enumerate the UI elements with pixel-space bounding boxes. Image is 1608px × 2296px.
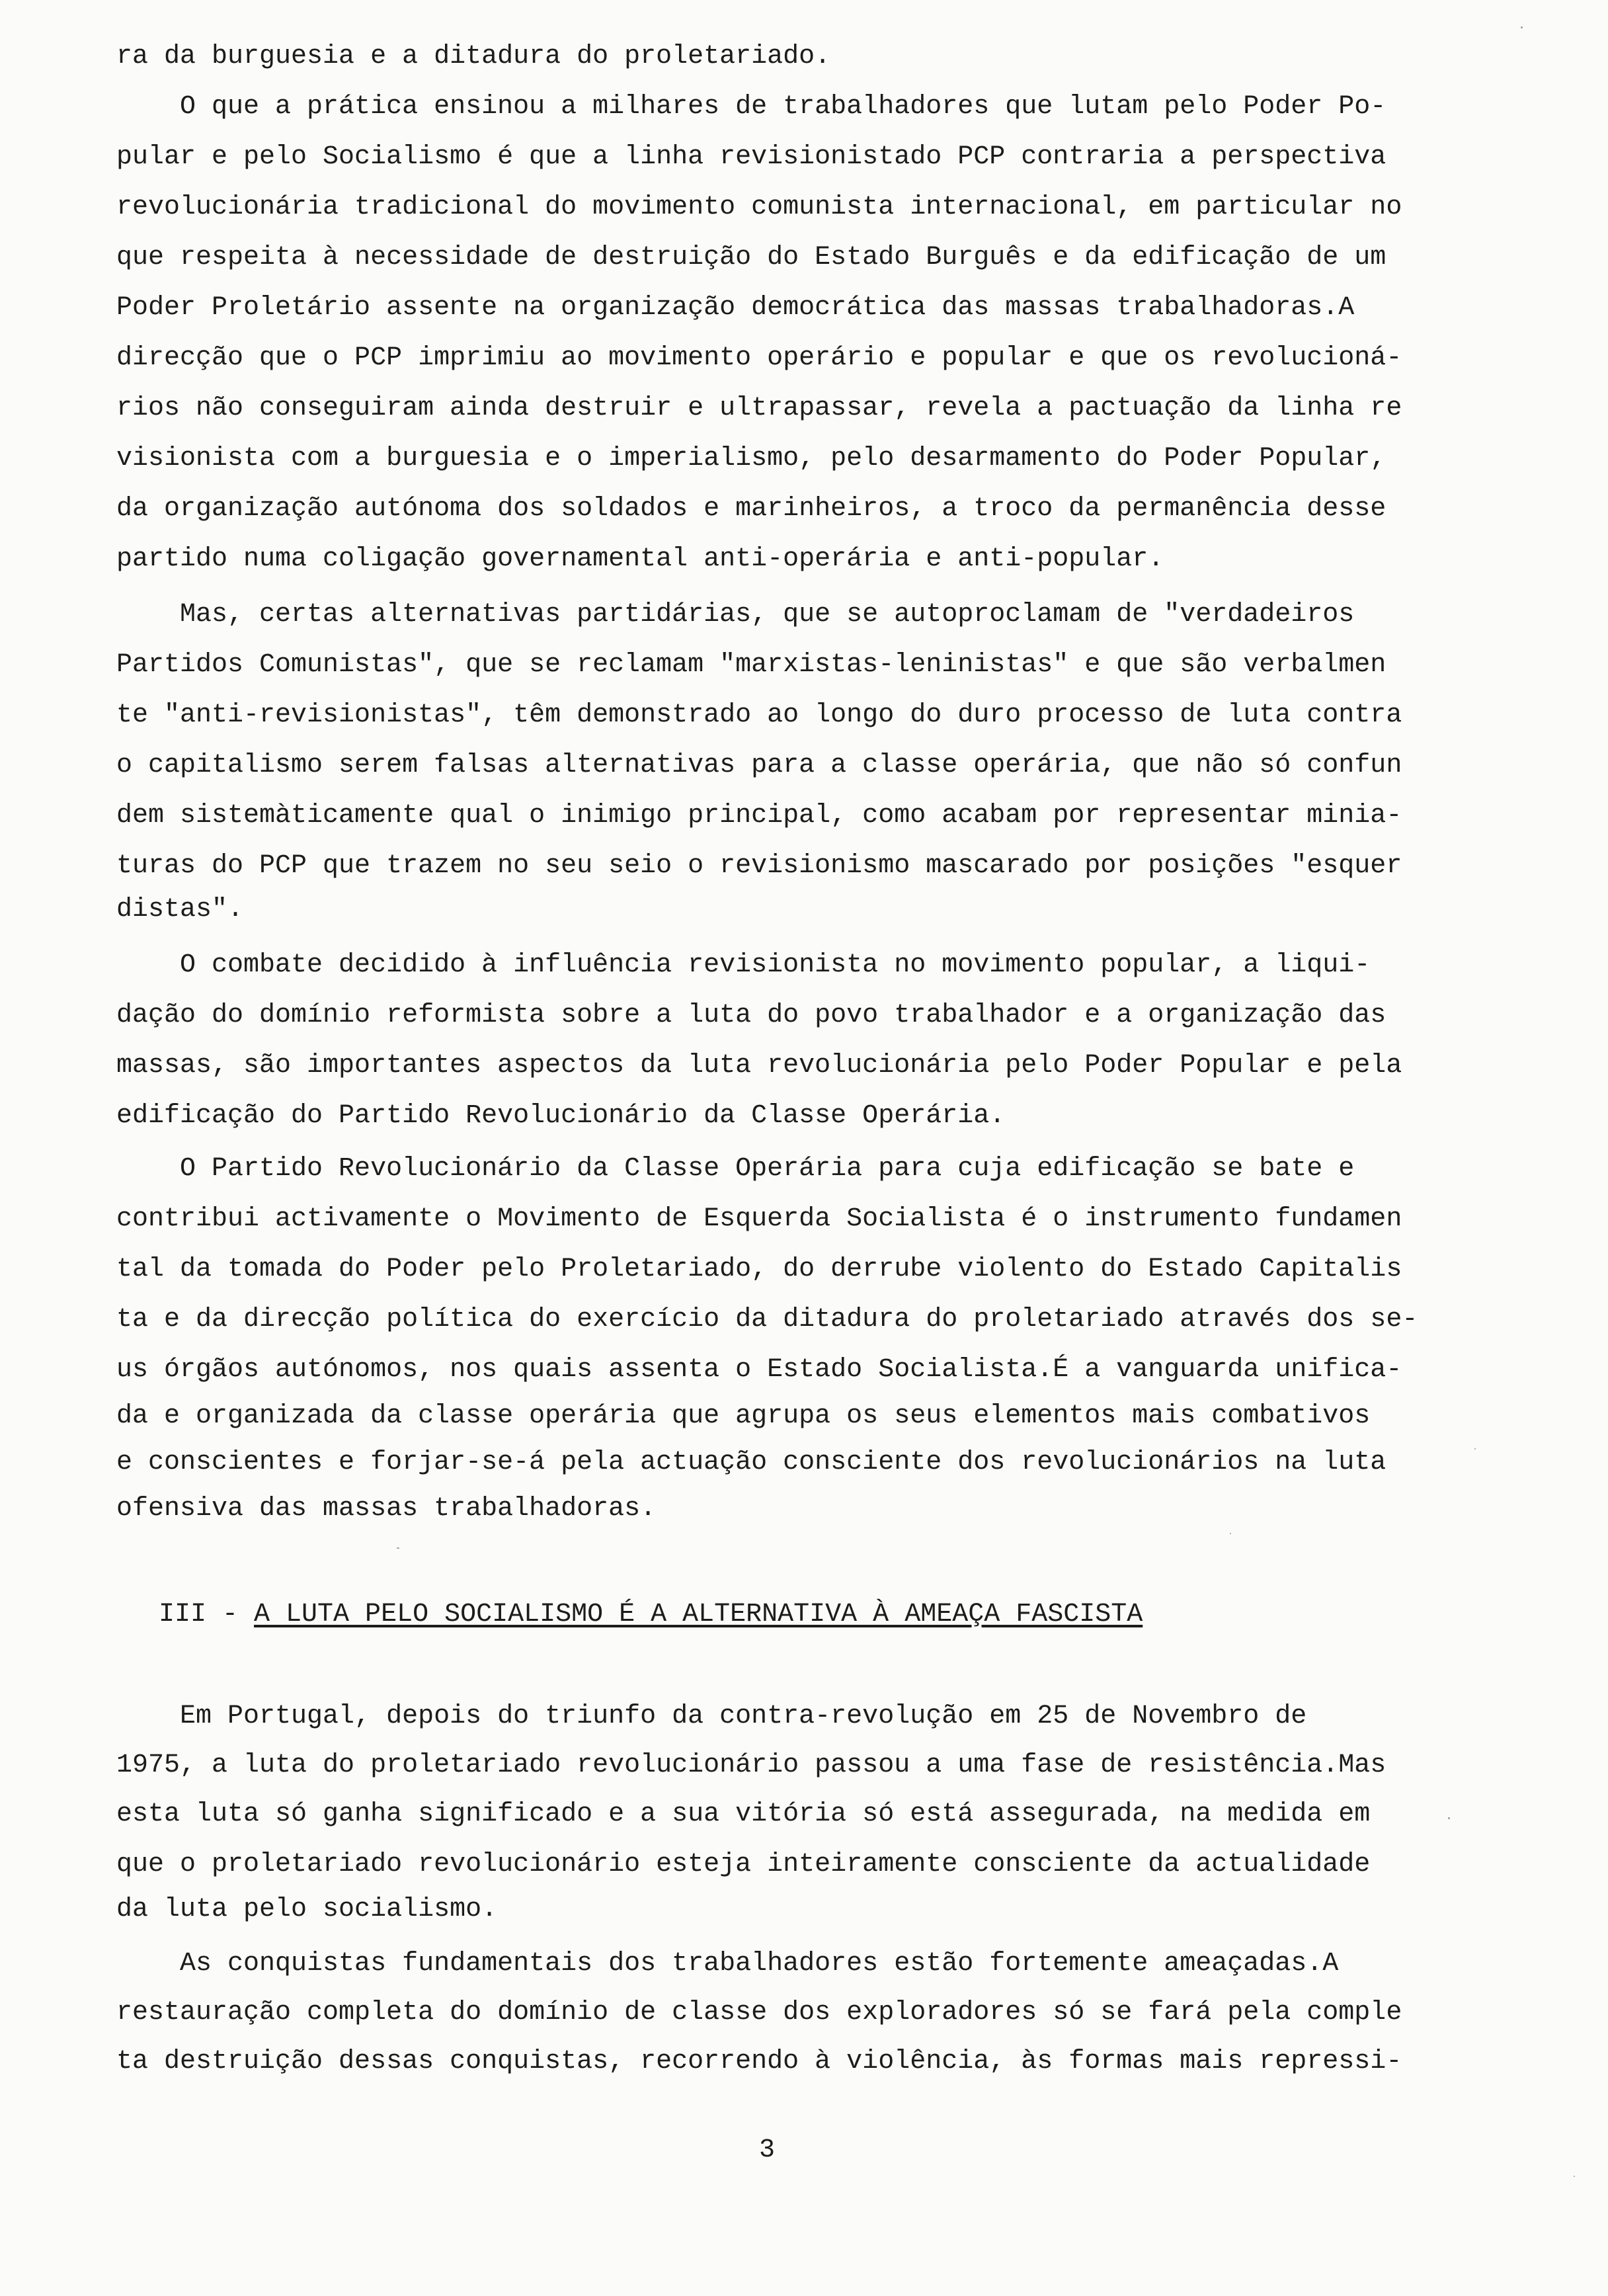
text-line: turas do PCP que trazem no seu seio o revisionismo mascarado por posições "esquer [116,851,1402,881]
text-line: pular e pelo Socialismo é que a linha revisionistado PCP contraria a perspectiva [116,142,1387,172]
text-line: us órgãos autónomos, nos quais assenta o Estado Socialista.É a vanguarda unifica- [116,1355,1402,1385]
text-line: Mas, certas alternativas partidárias, que se autoproclamam de "verdadeiros [116,600,1355,630]
text-line: esta luta só ganha significado e a sua vitória só está assegurada, na medida em [116,1799,1371,1829]
section-number: III - [159,1600,255,1629]
text-line: revolucionária tradicional do movimento comunista internacional, em particular no [116,192,1402,222]
text-line: rios não conseguiram ainda destruir e ultrapassar, revela a pactuação da linha re [116,393,1402,423]
text-line: que respeita à necessidade de destruição do Estado Burguês e da edificação de um [116,243,1387,272]
text-line: que o proletariado revolucionário esteja inteiramente consciente da actualidade [116,1850,1371,1879]
text-line: Poder Proletário assente na organização democrática das massas trabalhadoras.A [116,293,1355,323]
text-line: ofensiva das massas trabalhadoras. [116,1494,657,1524]
text-line: da luta pelo socialismo. [116,1895,498,1924]
text-line: e conscientes e forjar-se-á pela actuação consciente dos revolucionários na luta [116,1448,1387,1477]
text-line: direcção que o PCP imprimiu ao movimento operário e popular e que os revolucioná- [116,343,1402,373]
text-line: Partidos Comunistas", que se reclamam "marxistas-leninistas" e que são verbalmen [116,650,1387,680]
text-line: ta e da direcção política do exercício da ditadura do proletariado através dos se- [116,1305,1418,1334]
text-line: O Partido Revolucionário da Classe Operária para cuja edificação se bate e [116,1154,1355,1184]
text-line: visionista com a burguesia e o imperialismo, pelo desarmamento do Poder Popular, [116,444,1387,473]
text-line: ra da burguesia e a ditadura do proletariado. [116,42,831,71]
page-number: 3 [759,2135,776,2165]
text-line: Em Portugal, depois do triunfo da contra-revolução em 25 de Novembro de [116,1702,1307,1731]
section-heading [159,1599,1143,1631]
text-line: distas". [116,895,244,924]
text-line: edificação do Partido Revolucionário da Classe Operária. [116,1101,1006,1131]
text-line: tal da tomada do Poder pelo Proletariado, do derrube violento do Estado Capitalis [116,1254,1402,1284]
text-line: partido numa coligação governamental anti-operária e anti-popular. [116,544,1164,574]
text-line: restauração completa do domínio de classe dos exploradores só se fará pela comple [116,1998,1402,2028]
text-line: 1975, a luta do proletariado revolucionário passou a uma fase de resistência.Mas [116,1750,1387,1780]
text-line: o capitalismo serem falsas alternativas para a classe operária, que não só confun [116,751,1402,780]
text-line: ta destruição dessas conquistas, recorrendo à violência, às formas mais repressi- [116,2047,1402,2076]
text-line: dem sistemàticamente qual o inimigo principal, como acabam por representar minia- [116,801,1402,831]
text-line: As conquistas fundamentais dos trabalhadores estão fortemente ameaçadas.A [116,1949,1339,1979]
text-line: contribui activamente o Movimento de Esquerda Socialista é o instrumento fundamen [116,1204,1402,1234]
text-line: da e organizada da classe operária que agrupa os seus elementos mais combativos [116,1401,1371,1431]
text-line: O que a prática ensinou a milhares de trabalhadores que lutam pelo Poder Po- [116,92,1387,122]
text-line: dação do domínio reformista sobre a luta do povo trabalhador e a organização das [116,1001,1387,1030]
text-line: massas, são importantes aspectos da luta revolucionária pelo Poder Popular e pela [116,1051,1402,1081]
text-line: da organização autónoma dos soldados e marinheiros, a troco da permanência desse [116,494,1387,524]
text-line: O combate decidido à influência revisionista no movimento popular, a liqui- [116,950,1371,980]
section-title: A LUTA PELO SOCIALISMO É A ALTERNATIVA À AMEAÇA FASCISTA [254,1600,1143,1629]
text-line: te "anti-revisionistas", têm demonstrado ao longo do duro processo de luta contra [116,700,1402,730]
